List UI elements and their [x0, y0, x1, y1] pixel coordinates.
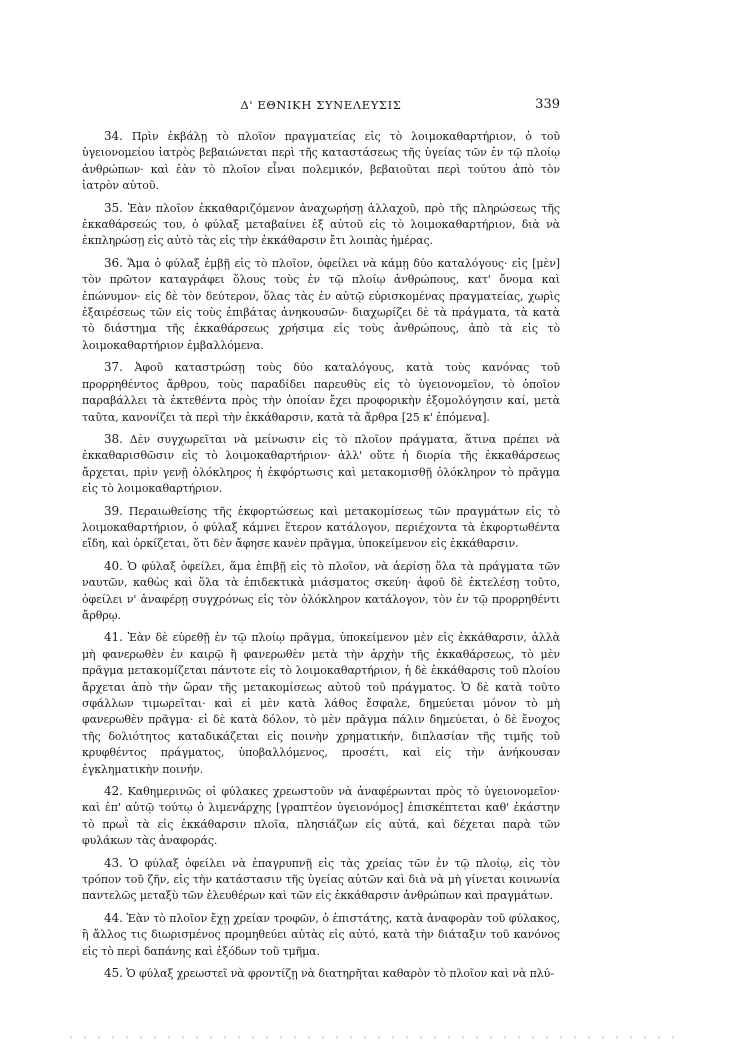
paragraph-number: 34.: [104, 129, 123, 143]
paragraph-text: Ὁ φύλαξ ὀφείλει νὰ ἐπαγρυπνῇ εἰς τὰς χρείας τῶν ἐν τῷ πλοίῳ, εἰς τὸν τρόπον τοῦ ζῆν, εἰς τὴν κατάστασιν τῆς ὑγείας αὐτῶν καὶ διὰ νὰ μὴ γίνεται κοινωνία παντελῶς μεταξὺ τῶν ἐλευθέρων καὶ τῶν εἰς ἐκκάθαρσιν ἀνθρώπων καὶ πραγμάτων.: [82, 856, 560, 903]
paragraph-text: Περαιωθείσης τῆς ἐκφορτώσεως καὶ μετακομίσεως τῶν πραγμάτων εἰς τὸ λοιμοκαθαρτήριον, ὁ φύλαξ κάμνει ἕτερον κατάλογον, περιέχοντα τὰ ἐκφορτωθέντα εἴδη, καὶ ὁρκίζεται, ὅτι δὲν ἄφησε κανὲν πρᾶγμα, ὑποκείμενον εἰς ἐκκάθαρσιν.: [82, 504, 560, 551]
paragraph-number: 35.: [104, 200, 123, 215]
paragraph-37: [82, 359, 560, 426]
paragraph-text: Ἐὰν δὲ εὑρεθῇ ἐν τῷ πλοίῳ πρᾶγμα, ὑποκείμενον μὲν εἰς ἐκκάθαρσιν, ἀλλὰ μὴ φανερωθὲν ἐν καιρῷ ἢ φανερωθὲν μετὰ τὴν ἀρχὴν τῆς ἐκκαθάρσεως, τὸ μὲν πρᾶγμα μετακομίζεται πάντοτε εἰς τὸ λοιμοκαθαρτήριον, ἡ δὲ ἐκκάθαρσις τοῦ πλοίου ἄρχεται ἀπὸ τὴν ὥραν τῆς μετακομίσεως αὐτοῦ τοῦ πράγματος. Ὁ δὲ κατὰ τοῦτο σφάλλων τιμωρεῖται· καὶ εἰ μὲν κατὰ λάθος ἔσφαλε, δημεύεται μόνον τὸ μὴ φανερωθὲν πρᾶγμα· εἰ δὲ κατὰ δόλον, τὸ μὲν πρᾶγμα πάλιν δημεύεται, ὁ δὲ ἔνοχος τῆς δολιότητος καταδικάζεται εἰς ποινὴν χρηματικήν, διπλασίαν τῆς τιμῆς τοῦ κρυφθέντος πράγματος, ὑποβαλλόμενος, προσέτι, καὶ εἰς τὴν ἀνήκουσαν ἐγκληματικὴν ποινήν.: [82, 631, 560, 776]
paragraph-number: 44.: [104, 910, 123, 925]
paragraph-number: 37.: [104, 360, 123, 375]
paragraph-number: 41.: [104, 630, 123, 645]
paragraph-number: 45.: [104, 966, 123, 981]
paragraph-34: [82, 128, 560, 195]
page-number: 339: [535, 97, 560, 112]
paragraph-40: [82, 558, 560, 625]
paragraph-39: [82, 503, 560, 553]
paragraph-text: Ὁ φύλαξ χρεωστεῖ νὰ φροντίζῃ νὰ διατηρῆται καθαρὸν τὸ πλοῖον καὶ νὰ πλύ-: [126, 967, 554, 981]
paragraph-number: 36.: [104, 255, 123, 270]
paragraph-number: 43.: [104, 855, 123, 870]
paragraph-text: Ἐὰν τὸ πλοῖον ἔχῃ χρείαν τροφῶν, ὁ ἐπιστάτης, κατὰ ἀναφορὰν τοῦ φύλακος, ἢ ἄλλος τις διωρισμένος προμηθεύει αὐτὰς εἰς αὐτό, κατὰ τὴν διάταξιν τοῦ κανόνος εἰς τὸ περὶ δαπάνης καὶ ἐξόδων τοῦ τμῆμα.: [82, 911, 560, 958]
paragraph-42: [82, 783, 560, 850]
paragraph-number: 42.: [104, 784, 123, 799]
paragraph-text: Ὁ φύλαξ ὀφείλει, ἅμα ἐπιβῇ εἰς τὸ πλοῖον, νὰ ἀερίσῃ ὅλα τὰ πράγματα τῶν ναυτῶν, καθὼς καὶ ὅλα τὰ ἐπιδεκτικὰ μιάσματος σκεύη· ἀφοῦ δὲ ἐκτελέσῃ τοῦτο, ὀφείλει ν' ἀναφέρῃ συγχρόνως εἰς τὸν ὁλόκληρον κατάλογον, τὸν ἐν τῷ προρρηθέντι ἄρθρῳ.: [82, 559, 560, 622]
paragraph-number: 40.: [104, 558, 123, 573]
paragraph-text: Ἅμα ὁ φύλαξ ἐμβῇ εἰς τὸ πλοῖον, ὀφείλει νὰ κάμῃ δύο καταλόγους· εἰς [μὲν] τὸν πρῶτον καταγράφει ὅλους τοὺς ἐν τῷ πλοίῳ ἀνθρώπους, κατ' ὄνομα καὶ ἐπώνυμον· εἰς δὲ τὸν δεύτερον, ὅλας τὰς ἐν αὐτῷ εὑρισκομένας πραγματείας, χωρὶς ἐξαιρέσεως τῶν εἰς τοὺς ἐπιβάτας ἀνηκουσῶν· διαχωρίζει δὲ τὰ πράγματα, τὰ κατὰ τὸ διάστημα τῆς ἐκκαθάρσεως χρήσιμα εἰς τοὺς ἀνθρώπους, ἀπὸ τὰ εἰς τὸ λοιμοκαθαρτήριον ἐμβαλλόμενα.: [82, 256, 560, 352]
body-text: [82, 128, 560, 988]
running-title: Δ' ΕΘΝΙΚΗ ΣΥΝΕΛΕΥΣΙΣ: [240, 98, 402, 112]
paragraph-38: [82, 431, 560, 498]
paragraph-number: 39.: [104, 503, 123, 518]
paragraph-45: [82, 965, 560, 982]
paragraph-text: Ἀφοῦ καταστρώσῃ τοὺς δύο καταλόγους, κατὰ τοὺς κανόνας τοῦ προρρηθέντος ἄρθρου, τοὺς παραδίδει παρευθὺς εἰς τὸ ὑγειονομεῖον, τὸ ὁποῖον παραβάλλει τὰ ἐκτεθέντα πρὸς τὴν ὁποίαν ἔχει προφορικὴν ἐξομολόγησιν καί, μετὰ ταῦτα, κανονίζει τὰ περὶ τὴν ἐκκάθαρσιν, κατὰ τὰ ἄρθρα [25 κ' ἑπόμενα].: [82, 361, 561, 424]
paragraph-43: [82, 855, 560, 905]
paragraph-44: [82, 910, 560, 960]
paragraph-number: 38.: [104, 431, 123, 446]
paragraph-text: Ἐὰν πλοῖον ἐκκαθαριζόμενον ἀναχωρήσῃ ἀλλαχοῦ, πρὸ τῆς πληρώσεως τῆς ἐκκαθάρσεώς του, ὁ φύλαξ μεταβαίνει ἐξ αὐτοῦ εἰς τὸ λοιμοκαθαρτήριον, διὰ νὰ ἐκπληρώσῃ εἰς αὐτὸ τὰς εἰς τὴν ἐκκάθαρσιν ἔτι λοιπὰς ἡμέρας.: [82, 201, 560, 248]
paragraph-text: Δὲν συγχωρεῖται νὰ μείνωσιν εἰς τὸ πλοῖον πράγματα, ἅτινα πρέπει νὰ ἐκκαθαρισθῶσιν εἰς τὸ λοιμοκαθαρτήριον· ἀλλ' οὔτε ἡ διορία τῆς ἐκκαθάρσεως ἄρχεται, πρὶν γενῇ ὁλόκληρος ἡ ἐκφόρτωσις καὶ μετακομισθῇ ὁλόκληρον τὸ πρᾶγμα εἰς τὸ λοιμοκαθαρτήριον.: [82, 432, 560, 496]
paragraph-36: [82, 255, 560, 354]
paragraph-41: [82, 629, 560, 778]
paragraph-35: [82, 200, 560, 250]
scan-edge-divider: [70, 1036, 680, 1039]
paragraph-text: Πρὶν ἐκβάλῃ τὸ πλοῖον πραγματείας εἰς τὸ λοιμοκαθαρτήριον, ὁ τοῦ ὑγειονομείου ἰατρὸς βεβαιώνεται περὶ τῆς καταστάσεως τῆς ὑγείας τῶν ἐν τῷ πλοίῳ ἀνθρώπων· καὶ ἐὰν τὸ πλοῖον εἶναι πολεμικόν, βεβαιοῦται περὶ τούτου ἀπὸ τὸν ἰατρὸν αὐτοῦ.: [82, 130, 560, 193]
paragraph-text: Καθημερινῶς οἱ φύλακες χρεωστοῦν νὰ ἀναφέρωνται πρὸς τὸ ὑγειονομεῖον· καὶ ἐπ' αὐτῷ τούτῳ ὁ λιμενάρχης [γραπτέον ὑγειονόμος] ἐπισκέπτεται καθ' ἑκάστην τὸ πρωῒ τὰ εἰς ἐκκάθαρσιν πλοῖα, πλησιάζων εἰς αὐτά, καὶ δέχεται παρὰ τῶν φυλάκων τὰς ἀναφοράς.: [82, 785, 560, 848]
running-head: [82, 97, 560, 115]
